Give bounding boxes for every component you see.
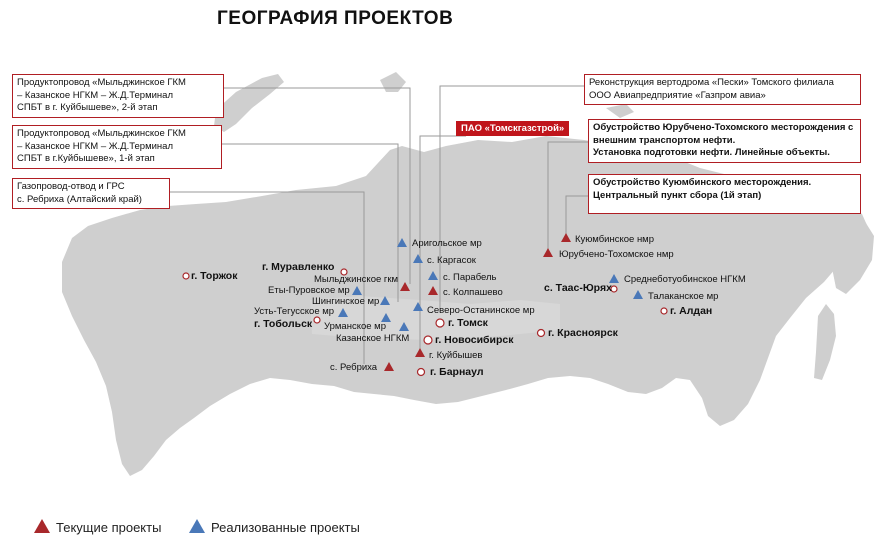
callout-line: внешним транспортом нефти.: [593, 134, 736, 146]
site-label-arigol: Аригольское мр: [412, 238, 482, 249]
city-marker-tomsk: [436, 319, 444, 327]
callout-line: Газопровод-отвод и ГРС: [17, 181, 125, 192]
site-label-urman: Урманское мр: [324, 321, 386, 332]
legend-realized-icon: [189, 519, 205, 533]
callout-line: Обустройство Куюмбинского месторождения.: [593, 177, 812, 188]
city-label-novosibirsk: г. Новосибирск: [435, 334, 514, 346]
city-label-tobolsk: г. Тобольск: [254, 318, 313, 330]
site-label-talakan: Талаканское мр: [648, 291, 719, 302]
page-title: ГЕОГРАФИЯ ПРОЕКТОВ: [217, 8, 454, 29]
callout-peski-heliport: [584, 74, 861, 105]
callout-myldzhino-stage2: [12, 74, 224, 118]
site-label-myldzhino: Мыльджинское гкм: [314, 274, 399, 285]
site-label-kuyumba: Куюмбинское нмр: [575, 234, 655, 245]
city-label-torzhok: г. Торжок: [191, 270, 238, 282]
city-label-taas-yuryakh: с. Таас-Юрях: [544, 282, 612, 294]
site-label-kolpashevo: с. Колпашево: [443, 287, 503, 298]
site-label-ety-purov: Еты-Пуровское мр: [268, 285, 350, 296]
callout-line: Центральный пункт сбора (1й этап): [593, 189, 762, 201]
callout-line: – Казанское НГКМ – Ж.Д.Терминал: [17, 140, 173, 152]
novaya-zemlya: [214, 74, 284, 132]
sakhalin-island: [814, 304, 836, 380]
site-label-severo-ostan: Северо-Останинское мр: [427, 305, 535, 316]
city-marker-novosibirsk: [424, 336, 432, 344]
legend-realized-label: Реализованные проекты: [211, 520, 360, 535]
site-label-parabel: с. Парабель: [443, 272, 497, 283]
kamchatka-peninsula: [828, 216, 874, 294]
site-label-kuybyshev: г. Куйбышев: [429, 350, 483, 361]
callout-yurubcheno: [588, 119, 861, 163]
callout-line: Обустройство Юрубчено-Тохомского месторождения с: [593, 122, 854, 133]
callout-line: с. Ребриха (Алтайский край): [17, 193, 142, 205]
company-badge: ПАО «Томскгазстрой»: [456, 121, 569, 136]
callout-line: Реконструкция вертодрома «Пески» Томского филиала: [589, 77, 834, 88]
callout-kuyumba: [588, 174, 861, 214]
site-label-rebrikha: с. Ребриха: [330, 362, 378, 373]
city-marker-aldan: [661, 308, 667, 314]
site-label-kazan: Казанское НГКМ: [336, 333, 410, 344]
callout-rebrikha-gas: [12, 178, 170, 209]
callout-line: – Казанское НГКМ – Ж.Д.Терминал: [17, 89, 173, 101]
site-label-ust-teguss: Усть-Тегусское мр: [254, 306, 335, 317]
city-marker-krasnoyarsk: [538, 330, 545, 337]
site-label-srednebotuob: Среднеботуобинское НГКМ: [624, 274, 746, 285]
site-label-yurubcheno: Юрубчено-Тохомское нмр: [559, 249, 674, 260]
callout-line: Установка подготовки нефти. Линейные объекты.: [593, 147, 830, 158]
city-label-krasnoyarsk: г. Красноярск: [548, 327, 618, 339]
callout-line: СПБТ в г. Куйбышеве», 2-й этап: [17, 102, 158, 113]
callout-myldzhino-stage1: [12, 125, 222, 169]
legend-current-label: Текущие проекты: [56, 520, 162, 535]
city-label-barnaul: г. Барнаул: [430, 366, 484, 378]
callout-line: Продуктопровод «Мыльджинское ГКМ: [17, 77, 186, 88]
city-label-aldan: г. Алдан: [670, 305, 713, 317]
legend-current-icon: [34, 519, 50, 533]
site-label-shingin: Шингинское мр: [312, 296, 380, 307]
city-marker-torzhok: [183, 273, 189, 279]
city-label-muravlenko: г. Муравленко: [262, 261, 335, 273]
city-marker-barnaul: [418, 369, 425, 376]
callout-line: СПБТ в г.Куйбышеве», 1-й этап: [17, 153, 155, 164]
city-label-tomsk: г. Томск: [448, 317, 488, 329]
callout-line: Продуктопровод «Мыльджинское ГКМ: [17, 128, 186, 139]
city-marker-tobolsk: [314, 317, 320, 323]
callout-line: ООО Авиапредприятие «Газпром авиа»: [589, 89, 766, 101]
site-label-kargasok: с. Каргасок: [427, 255, 476, 266]
